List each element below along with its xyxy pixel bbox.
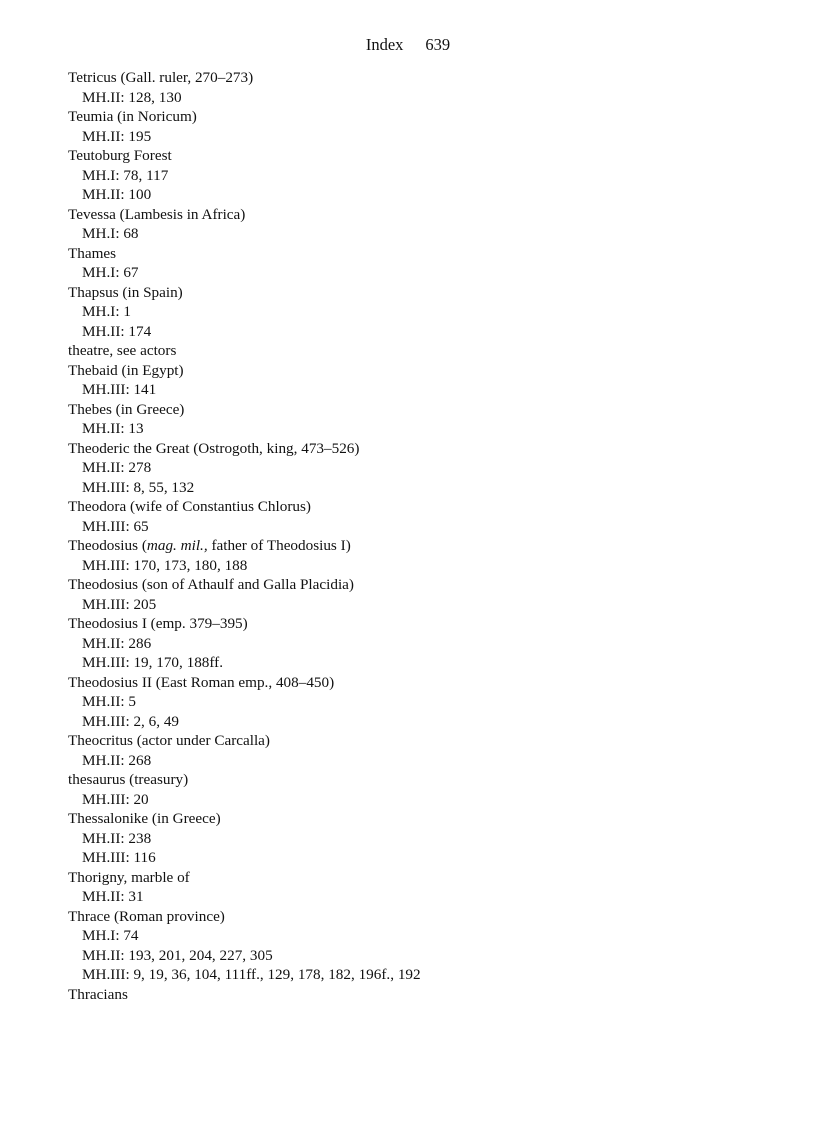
- entry-reference: MH.I: 74: [82, 927, 139, 944]
- entry-reference: MH.III: 9, 19, 36, 104, 111ff., 129, 178, 182, 196f., 192: [82, 966, 421, 983]
- entry-heading: theatre, see actors: [68, 342, 177, 359]
- header-title: Index: [365, 35, 404, 54]
- entry-heading: Teumia (in Noricum): [68, 108, 197, 125]
- entry-reference: MH.II: 278: [82, 459, 152, 476]
- entry-heading: Theoderic the Great (Ostrogoth, king, 473–526): [68, 439, 360, 457]
- entry-reference: MH.III: 19, 170, 188ff.: [82, 654, 224, 671]
- running-header: [0, 35, 816, 55]
- entry-reference: MH.II: 128, 130: [82, 88, 182, 106]
- index-entry: [68, 341, 776, 361]
- entry-heading: Tetricus (Gall. ruler, 270–273): [68, 69, 254, 86]
- index-entry: [68, 614, 776, 673]
- index-entry: [68, 985, 776, 1005]
- index-entry: [68, 439, 776, 498]
- entry-reference: MH.III: 141: [82, 381, 157, 398]
- entry-heading: Thebaid (in Egypt): [68, 361, 184, 379]
- index-entry: [68, 146, 776, 205]
- index-entry: [68, 361, 776, 400]
- entry-heading: Thorigny, marble of: [68, 868, 190, 886]
- entry-reference: MH.I: 1: [82, 303, 131, 320]
- entry-heading-text: father of Theodosius I): [207, 537, 351, 554]
- entry-heading: Thames: [68, 244, 117, 262]
- entry-reference: MH.II: 195: [82, 127, 152, 145]
- entry-heading: Thebes (in Greece): [68, 400, 185, 418]
- index-entry: [68, 731, 776, 770]
- index-entry: [68, 283, 776, 342]
- entry-heading: Theodosius I (emp. 379–395): [68, 615, 248, 632]
- entry-reference: MH.II: 193, 201, 204, 227, 305: [82, 946, 273, 964]
- entry-reference: MH.III: 20: [82, 790, 149, 808]
- index-entry: [68, 400, 776, 439]
- entry-heading: Thessalonike (in Greece): [68, 810, 221, 827]
- index-entry: [68, 770, 776, 809]
- entry-heading: Thracians: [68, 985, 128, 1003]
- entry-reference: MH.III: 116: [82, 849, 156, 866]
- index-entry: [68, 673, 776, 732]
- entry-reference: MH.I: 78, 117: [82, 166, 169, 184]
- index-entry: [68, 907, 776, 985]
- index-list: [68, 68, 776, 1004]
- entry-reference: MH.II: 174: [82, 322, 152, 340]
- entry-reference: MH.II: 238: [82, 829, 152, 847]
- index-entry: [68, 809, 776, 868]
- entry-reference: MH.I: 67: [82, 264, 139, 281]
- entry-reference: MH.II: 286: [82, 634, 152, 652]
- entry-reference: MH.III: 205: [82, 595, 157, 613]
- entry-heading: Teutoburg Forest: [68, 147, 172, 164]
- entry-heading: Theocritus (actor under Carcalla): [68, 732, 270, 749]
- index-entry: [68, 68, 776, 107]
- entry-heading: Theodosius II (East Roman emp., 408–450): [68, 673, 335, 691]
- index-entry: [68, 244, 776, 283]
- entry-reference: MH.I: 68: [82, 225, 139, 242]
- entry-reference: MH.II: 13: [82, 420, 144, 437]
- entry-reference: MH.II: 268: [82, 751, 152, 769]
- index-entry: [68, 107, 776, 146]
- entry-reference: MH.III: 65: [82, 517, 149, 535]
- entry-heading: [68, 536, 776, 556]
- index-entry: [68, 575, 776, 614]
- entry-heading-text: Theodosius (: [68, 537, 147, 554]
- index-entry: [68, 497, 776, 536]
- entry-heading: Thapsus (in Spain): [68, 283, 183, 301]
- entry-heading-italic: mag. mil.,: [146, 537, 208, 554]
- index-entry: [68, 536, 776, 575]
- entry-heading: Theodosius (son of Athaulf and Galla Placidia): [68, 576, 354, 593]
- entry-reference: MH.II: 5: [82, 693, 136, 710]
- entry-heading: Tevessa (Lambesis in Africa): [68, 205, 246, 223]
- entry-heading: Theodora (wife of Constantius Chlorus): [68, 498, 311, 515]
- entry-reference: MH.II: 100: [82, 186, 152, 203]
- entry-reference: MH.III: 8, 55, 132: [82, 478, 195, 496]
- entry-reference: MH.III: 2, 6, 49: [82, 712, 180, 730]
- entry-reference: MH.III: 170, 173, 180, 188: [82, 556, 248, 574]
- page-number: 639: [425, 35, 451, 54]
- entry-reference: MH.II: 31: [82, 888, 144, 905]
- index-entry: [68, 205, 776, 244]
- index-entry: [68, 868, 776, 907]
- entry-heading: thesaurus (treasury): [68, 771, 189, 788]
- entry-heading: Thrace (Roman province): [68, 907, 225, 925]
